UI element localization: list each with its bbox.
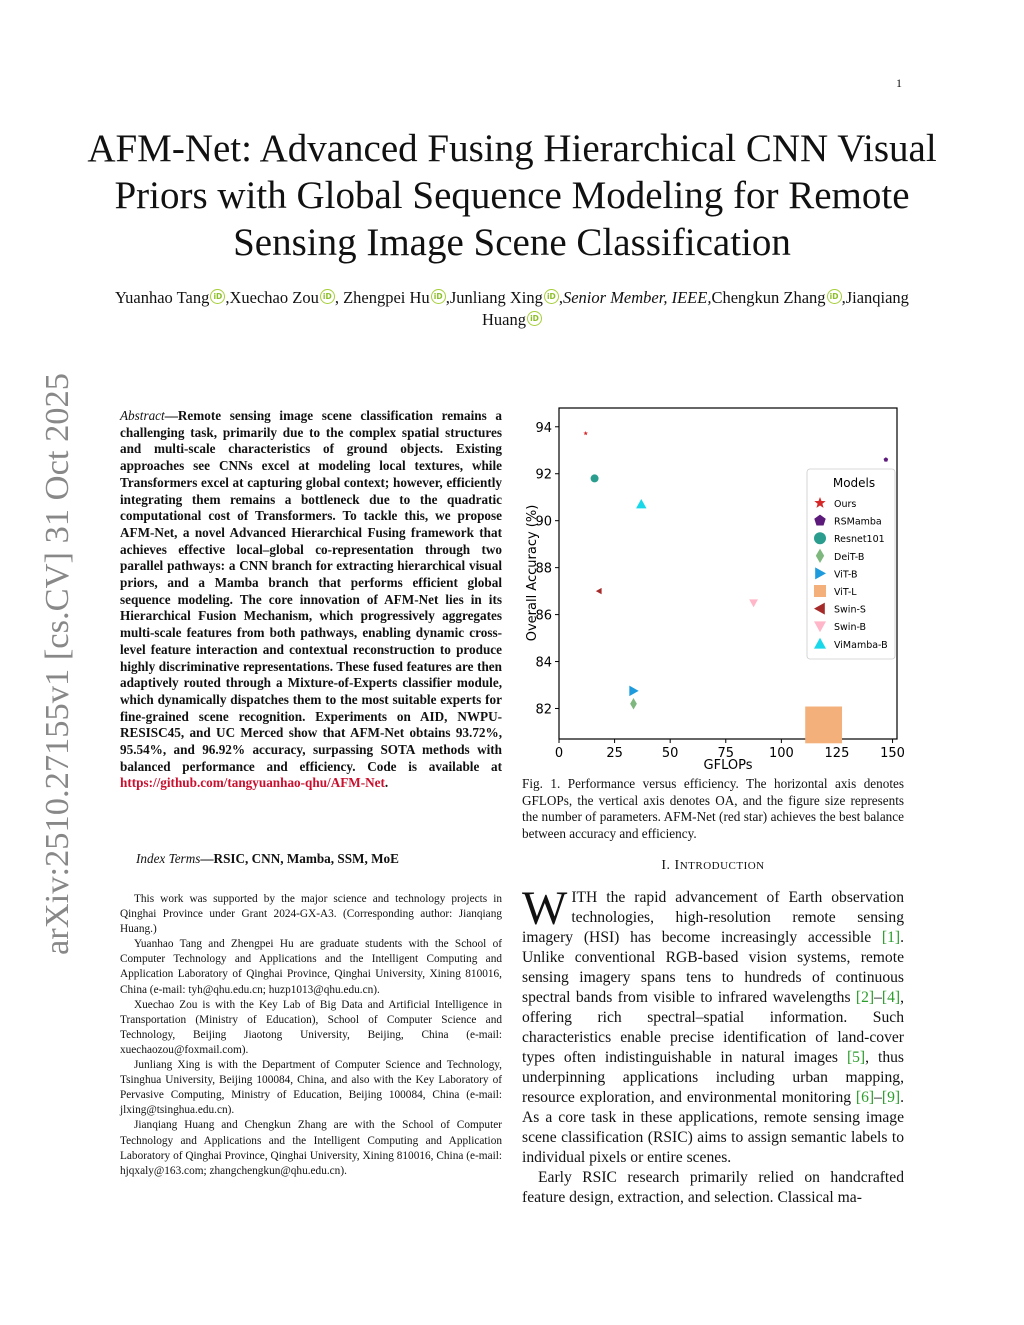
x-tick-label: 75: [717, 746, 735, 761]
abstract-end: .: [384, 775, 389, 791]
scatter-chart: [522, 405, 912, 775]
x-tick-label: 100: [768, 746, 794, 761]
citation-link[interactable]: [6]: [855, 1089, 875, 1106]
section-title: [675, 858, 765, 873]
intro-text: . As a core task in these applications, remote sensing image scene classification (RSIC) aims to assign semantic labels to individual pixels or entire scenes.: [522, 1089, 904, 1166]
y-axis-label: Overall Accuracy (%): [525, 504, 540, 642]
legend-marker-resnet101: [814, 532, 826, 544]
citation-dash: –: [874, 1089, 882, 1106]
legend-label-resnet101: Resnet101: [834, 534, 885, 546]
section-title-initial: I: [674, 858, 680, 873]
y-tick-label: 94: [535, 420, 552, 436]
legend-marker-vit-l: [814, 585, 826, 597]
legend-title: Models: [832, 476, 876, 490]
data-point-resnet101: [591, 474, 599, 482]
section-heading: [522, 858, 904, 874]
page-number: 1: [896, 76, 902, 90]
orcid-icon[interactable]: iD: [320, 289, 335, 304]
y-tick-label: 90: [535, 514, 552, 530]
index-terms-text: RSIC, CNN, Mamba, SSM, MoE: [213, 851, 399, 866]
citation-link[interactable]: [1]: [881, 929, 901, 946]
introduction-text: [522, 882, 904, 1208]
intro-paragraph: Early RSIC research primarily relied on handcrafted feature design, extraction, and selection. Classical ma-: [522, 1169, 904, 1206]
caption-label: Fig. 1.: [522, 776, 561, 791]
footnote: This work was supported by the major science and technology projects in Qinghai Province under Grant 2024-GX-A3. (Corresponding author: Jianqiang Huang.): [120, 893, 502, 936]
citation-link[interactable]: [9]: [881, 1089, 901, 1106]
intro-paragraph: [522, 882, 904, 1168]
legend-label-ours: Ours: [834, 499, 857, 510]
y-tick-label: 92: [535, 467, 552, 483]
footnote: Junliang Xing is with the Department of Computer Science and Technology, Tsinghua University, Beijing 100084, China, and also with the Key Laboratory of Pervasive Computing, Ministry of Education, Beijing 100084, China (e-mail: jlxing@tsinghua.edu.cn).: [120, 1059, 502, 1117]
author-name: Chengkun Zhang: [711, 288, 826, 307]
legend-label-rsmamba: RSMamba: [834, 516, 882, 528]
legend-label-deit-b: DeiT-B: [834, 551, 865, 563]
footnote: Jianqiang Huang and Chengkun Zhang are with the School of Computer Technology and Applications and the Intelligent Computing and Application Laboratory of Qinghai Province, Qinghai University, Xining 810016, China (e-mail: hjqxaly@163.com; zhangchengkun@qhu.edu.cn).: [120, 1119, 502, 1177]
author-name: Zhengpei Hu: [343, 288, 430, 307]
orcid-icon[interactable]: iD: [527, 311, 542, 326]
author-name: Jianqiang Huang: [482, 288, 909, 329]
intro-text: . Unlike conventional RGB-based vision systems, remote sensing imagery spans tens to hundreds of continuous spectral bands from visible to infrared wavelengths: [522, 929, 904, 1006]
legend-label-swin-s: Swin-S: [834, 604, 866, 616]
abstract-dash: —: [164, 408, 178, 423]
intro-text: ITH the rapid advancement of Earth observation technologies, high-resolution remote sensing imagery (HSI) has become increasingly accessible: [522, 889, 904, 946]
footnote: Xuechao Zou is with the Key Lab of Big Data and Artificial Intelligence in Transportation (Ministry of Education), School of Computer Science and Technology, Beijing Jiaotong University, Beijing, China (e-mail: xuechaozou@foxmail.com).: [120, 998, 502, 1056]
y-tick-label: 84: [535, 655, 552, 671]
y-tick-label: 88: [535, 561, 552, 577]
arxiv-id-text: arXiv:2510.27155v1 [cs.CV] 31 Oct 2025: [39, 380, 76, 955]
y-tick-label: 82: [535, 702, 552, 718]
index-terms: [120, 851, 502, 867]
orcid-icon[interactable]: iD: [210, 289, 225, 304]
paper-title: AFM-Net: Advanced Fusing Hierarchical CNN Visual Priors with Global Sequence Modeling for Remote Sensing Image Scene Classification: [87, 127, 937, 264]
x-tick-label: 25: [606, 746, 623, 761]
section-title-rest: NTRODUCTION: [679, 860, 765, 872]
author-membership: Senior Member, IEEE,: [562, 288, 712, 307]
legend-label-swin-b: Swin-B: [834, 622, 867, 634]
y-tick-label: 86: [535, 608, 552, 624]
x-tick-label: 125: [824, 746, 850, 761]
code-link[interactable]: https://github.com/tangyuanhao-qhu/AFM-Net: [120, 775, 385, 791]
drop-cap: W: [522, 882, 568, 935]
citation-link[interactable]: [4]: [881, 989, 901, 1006]
legend-label-vimamba-b: ViMamba-B: [834, 639, 888, 651]
citation-dash: –: [874, 989, 882, 1006]
citation-link[interactable]: [2]: [855, 989, 875, 1006]
x-axis-label: GFLOPs: [703, 758, 753, 773]
author-name: Yuanhao Tang: [115, 288, 210, 307]
abstract: [120, 408, 502, 792]
footnotes: [120, 892, 502, 1179]
index-terms-dash: —: [200, 851, 214, 866]
legend-label-vit-b: ViT-B: [834, 569, 858, 581]
orcid-icon[interactable]: iD: [544, 289, 559, 304]
x-tick-label: 150: [880, 746, 905, 761]
abstract-label: Abstract: [120, 408, 165, 423]
orcid-icon[interactable]: iD: [431, 289, 446, 304]
author-name: Junliang Xing: [449, 288, 543, 307]
index-terms-label: Index Terms: [136, 851, 201, 866]
section-number: I.: [661, 858, 671, 873]
legend-label-vit-l: ViT-L: [834, 587, 857, 598]
figure-1: [522, 405, 912, 775]
footnote: Yuanhao Tang and Zhengpei Hu are graduate students with the School of Computer Technology and Applications and the Intelligent Computing and Application Laboratory of Qinghai Province, Qinghai University, Xining 810016, China (e-mail: tyh@qhu.edu.cn; huzp1013@qhu.edu.cn).: [120, 938, 502, 996]
arxiv-identifier[interactable]: [20, 370, 80, 960]
author-list: Yuanhao Tang iD ,Xuechao Zou iD , Zhengpei Hu iD ,Junliang Xing iD ,Senior Member, IEEE,Chengkun Zhang iD ,Jianqiang Huang iD: [115, 288, 909, 329]
abstract-text: Remote sensing image scene classification remains a challenging task, primarily due to the complex spatial structures and multi-scale characteristics of ground objects. Existing approaches see CNNs excel at modeling local textures, while Transformers excel at capturing global context; however, efficiently integrating them remains a bottleneck due to the quadratic computational cost of Transformers. To tackle this, we propose AFM-Net, a novel Advanced Hierarchical Fusing framework that achieves effective local–global co-representation through two parallel pathways: a CNN branch for extracting hierarchical visual priors, and a Mamba branch that performs efficient global sequence modeling. The core innovation of AFM-Net lies in its Hierarchical Fusion Mechanism, which progressively aggregates multi-scale features from both pathways, enabling dynamic cross-level feature interaction and contextual reconstruction to produce highly discriminative representations. These fused features are then adaptively routed through a Mixture-of-Experts classifier module, which dynamically dispatches them to the most suitable experts for fine-grained scene recognition. Experiments on AID, NWPU-RESISC45, and UC Merced show that AFM-Net obtains 93.72%, 95.54%, and 96.92% accuracy, surpassing SOTA methods with balanced performance and efficiency. Code is available at: [120, 408, 502, 774]
orcid-icon[interactable]: iD: [827, 289, 842, 304]
intro-text: , thus underpinning applications including urban mapping, resource exploration, and environmental monitoring: [522, 1049, 904, 1106]
citation-link[interactable]: [5]: [846, 1049, 866, 1066]
x-tick-label: 0: [554, 746, 564, 761]
caption-text: Performance versus efficiency. The horizontal axis denotes GFLOPs, the vertical axis denotes OA, and the figure size represents the number of parameters. AFM-Net (red star) achieves the best balance between accuracy and efficiency.: [522, 776, 905, 842]
x-tick-label: 50: [661, 746, 679, 761]
intro-text: , offering rich spectral–spatial information. Such characteristics enable precise identification of land-cover types often indistinguishable in natural images: [522, 989, 904, 1066]
author-name: Xuechao Zou: [229, 288, 319, 307]
data-point-vit-l: [805, 707, 842, 744]
figure-caption: [522, 776, 904, 843]
